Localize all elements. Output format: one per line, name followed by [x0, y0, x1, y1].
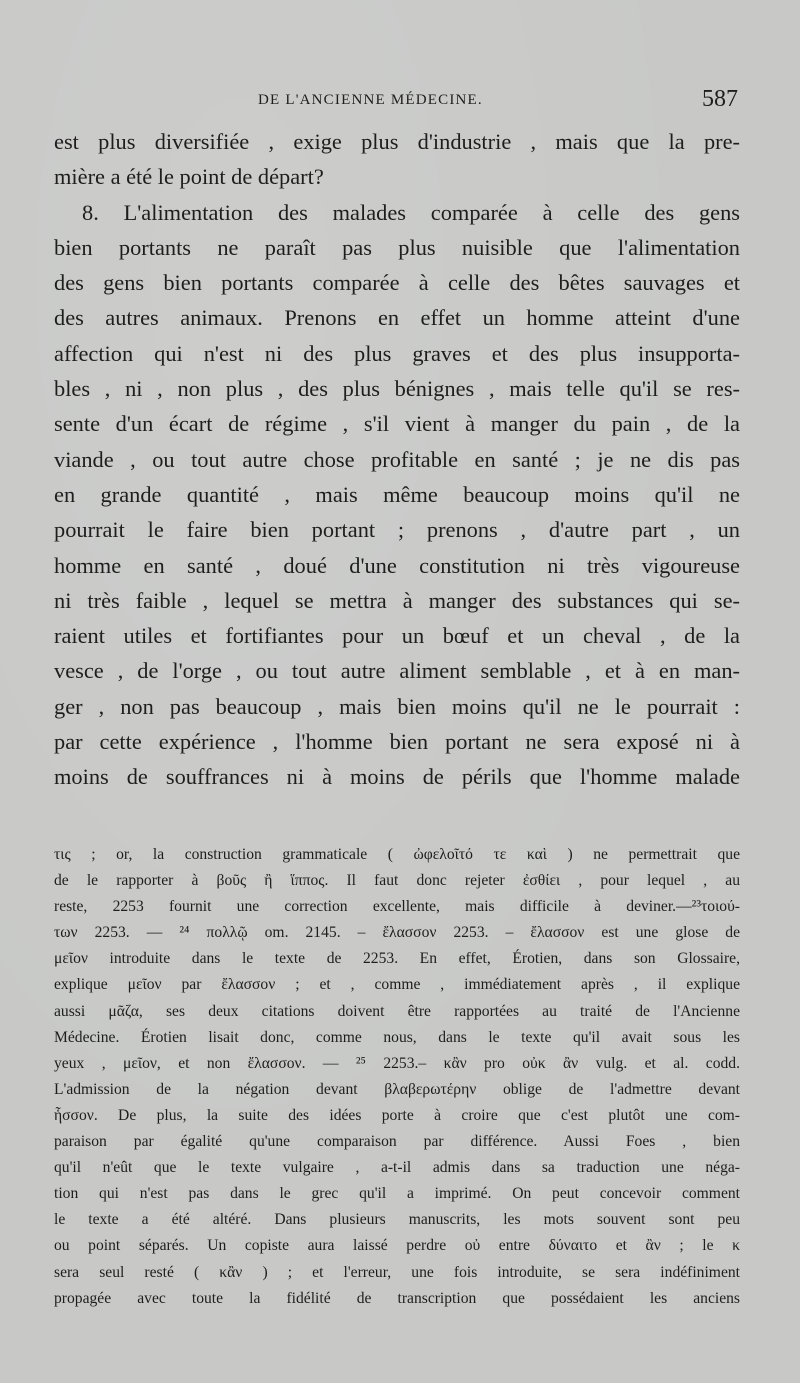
text-line: mière a été le point de départ? — [54, 164, 324, 190]
text-line: raient utiles et fortifiantes pour un bœuf et un cheval , de la — [54, 623, 740, 649]
text-line: pourrait le faire bien portant ; prenons , d'autre part , un — [54, 517, 740, 543]
text-line: vesce , de l'orge , ou tout autre aliment semblable , et à en man- — [54, 658, 740, 684]
running-title: DE L'ANCIENNE MÉDECINE. — [258, 92, 483, 108]
footnote-line: ou point séparés. Un copiste aura laissé perdre οὐ entre δύναιτο et ἂν ; le κ — [54, 1237, 740, 1255]
footnote-line: τις ; or, la construction grammaticale ( ὠφελοῖτό τε καὶ ) ne permettrait que — [54, 846, 740, 863]
text-line: des autres animaux. Prenons en effet un homme atteint d'une — [54, 305, 740, 331]
main-text — [54, 124, 740, 795]
text-line: des gens bien portants comparée à celle des bêtes sauvages et — [54, 270, 740, 296]
text-line: est plus diversifiée , exige plus d'industrie , mais que la pre- — [54, 129, 740, 154]
footnote-line: των 2253. — ²⁴ πολλῷ om. 2145. – ἔλασσον 2253. – ἔλασσον est une glose de — [54, 924, 740, 942]
footnote-line: ἧσσον. De plus, la suite des idées porte à croire que c'est plutôt une com- — [54, 1106, 740, 1124]
footnote-line: tion qui n'est pas dans le grec qu'il a imprimé. On peut concevoir comment — [54, 1185, 740, 1203]
text-line: ger , non pas beaucoup , mais bien moins qu'il ne le pourrait : — [54, 693, 740, 719]
footnote-line: sera seul resté ( κἂν ) ; et l'erreur, une fois introduite, se sera indéfiniment — [54, 1263, 740, 1281]
footnote-line: paraison par égalité qu'une comparaison par différence. Aussi Foes , bien — [54, 1133, 740, 1151]
footnote-line: propagée avec toute la fidélité de transcription que possédaient les anciens — [54, 1289, 740, 1307]
text-line: moins de souffrances ni à moins de périls que l'homme malade — [54, 764, 740, 790]
text-line: homme en santé , doué d'une constitution ni très vigoureuse — [54, 552, 740, 578]
text-line: 8. L'alimentation des malades comparée à celle des gens — [82, 199, 740, 225]
footnote-line: L'admission de la négation devant βλαβερωτέρην oblige de l'admettre devant — [54, 1080, 740, 1098]
text-line: bien portants ne paraît pas plus nuisible que l'alimentation — [54, 234, 740, 260]
text-line: en grande quantité , mais même beaucoup moins qu'il ne — [54, 481, 740, 507]
text-line: viande , ou tout autre chose profitable en santé ; je ne dis pas — [54, 446, 740, 472]
footnote-line: qu'il n'eût que le texte vulgaire , a-t-il admis dans sa traduction une néga- — [54, 1159, 740, 1177]
page-number: 587 — [702, 86, 738, 112]
text-line: bles , ni , non plus , des plus bénignes , mais telle qu'il se res- — [54, 376, 740, 402]
footnote-line: yeux , μεῖον, et non ἔλασσον. — ²⁵ 2253.– κἂν pro οὐκ ἂν vulg. et al. codd. — [54, 1054, 740, 1072]
text-line: par cette expérience , l'homme bien portant ne sera exposé ni à — [54, 729, 740, 755]
footnote-line: le texte a été altéré. Dans plusieurs manuscrits, les mots souvent sont peu — [54, 1211, 740, 1229]
page-header — [54, 86, 740, 120]
footnote-line: Médecine. Érotien lisait donc, comme nous, dans le texte qu'il avait sous les — [54, 1028, 740, 1046]
footnote-line: de le rapporter à βοῦς ἢ ἵππος. Il faut donc rejeter ἐσθίει , pour lequel , au — [54, 872, 740, 890]
footnote-line: aussi μᾶζα, ses deux citations doivent être rapportées au traité de l'Ancienne — [54, 1002, 740, 1020]
footnote-line: explique μεῖον par ἔλασσον ; et , comme , immédiatement après , il explique — [54, 976, 740, 994]
text-line: affection qui n'est ni des plus graves et des plus insupporta- — [54, 340, 740, 366]
footnote-line: μεῖον introduite dans le texte de 2253. En effet, Érotien, dans son Glossaire, — [54, 950, 740, 968]
footnote-line: reste, 2253 fournit une correction excellente, mais difficile à deviner.—²³τοιού- — [54, 898, 740, 916]
text-line: sente d'un écart de régime , s'il vient à manger du pain , de la — [54, 411, 740, 437]
text-line: ni très faible , lequel se mettra à manger des substances qui se- — [54, 587, 740, 613]
footnotes — [54, 842, 740, 1312]
